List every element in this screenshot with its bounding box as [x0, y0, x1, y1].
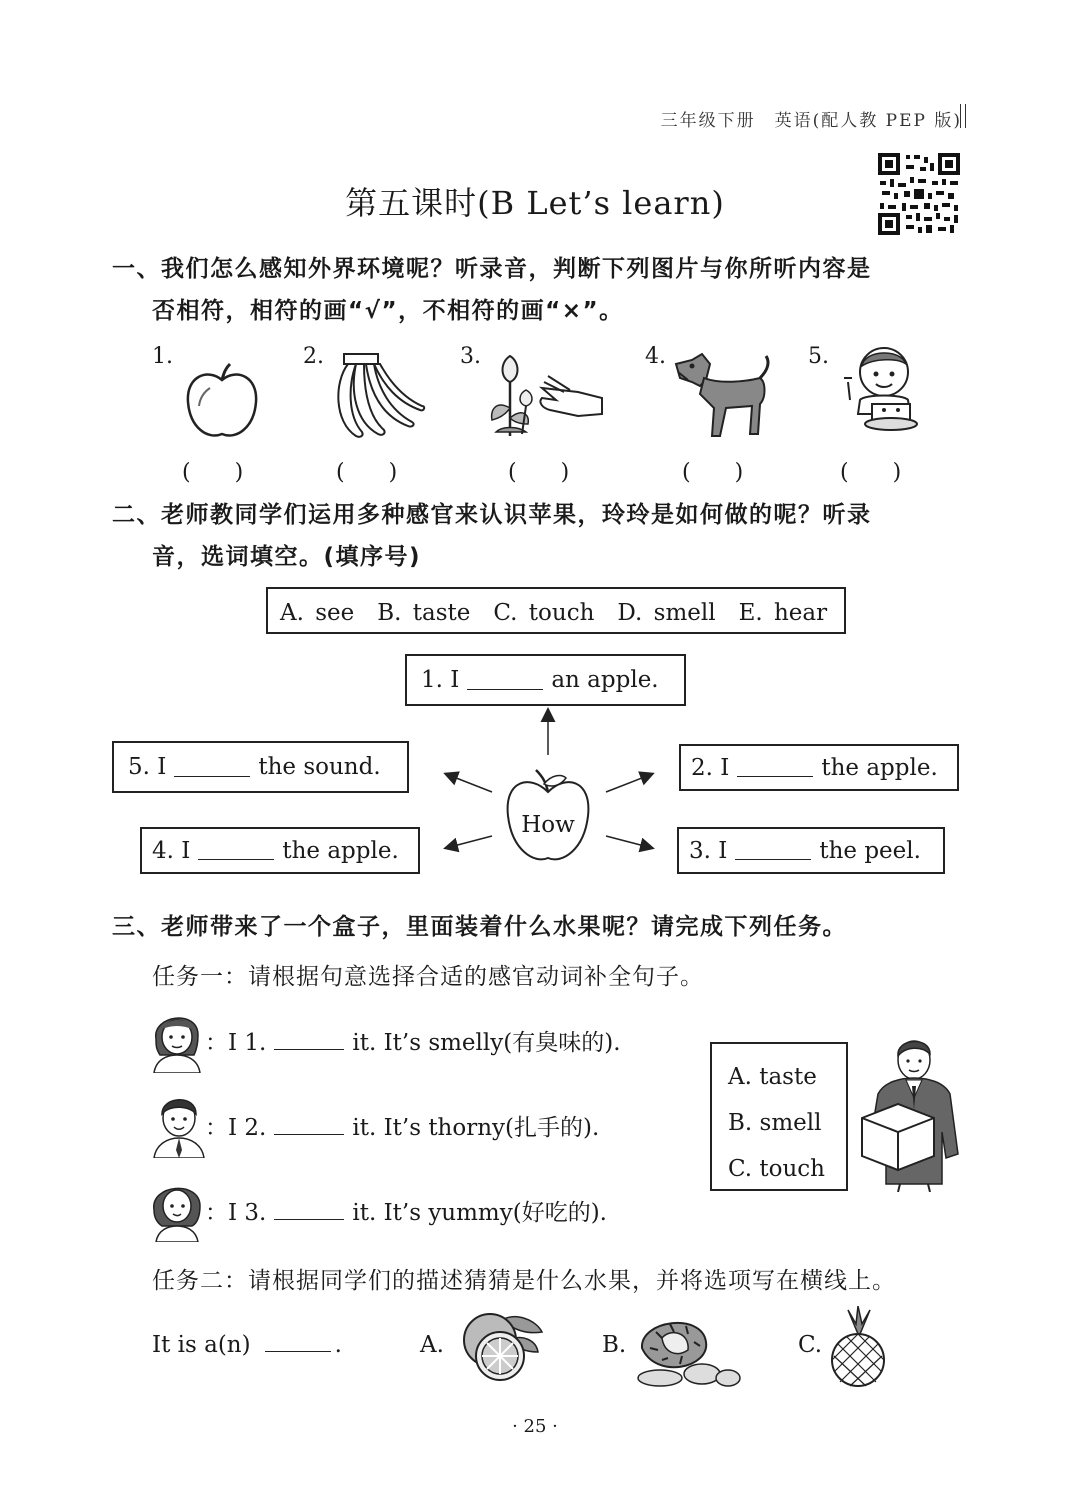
item3-number: 3.	[460, 344, 481, 369]
teacher-box-icon	[858, 1034, 962, 1192]
item3-answer[interactable]: ( )	[508, 460, 570, 485]
running-header: 三年级下册 英语(配人教 PEP 版)	[660, 111, 962, 131]
item1-number: 1.	[152, 344, 173, 369]
section1-line2: 否相符，相符的画“√”，不相符的画“×”。	[152, 298, 624, 324]
arrow-left-down	[446, 836, 492, 848]
item5-number: 5.	[808, 344, 829, 369]
sentence2-box	[679, 744, 959, 791]
sentence4-end: the apple.	[282, 837, 399, 864]
verb-option-c: C. touch	[728, 1156, 825, 1182]
item2-number: 2.	[303, 344, 324, 369]
fruit-option-a-label: A.	[420, 1332, 444, 1358]
sentence4-box	[140, 827, 420, 874]
sentence1-box	[405, 654, 686, 706]
girl-avatar-2-icon	[150, 1174, 204, 1242]
guess-sentence	[152, 1332, 342, 1358]
section3-heading	[112, 906, 847, 948]
sentence5-start: 5. I	[128, 754, 167, 780]
section2-line1: 二、老师教同学们运用多种感官来认识苹果，玲玲是如何做的呢？听录	[112, 502, 872, 528]
sentence1-start: 1. I	[421, 667, 460, 693]
page-number: · 25 ·	[512, 1416, 558, 1437]
task1-s3-end: it. It’s yummy(好吃的).	[352, 1200, 607, 1226]
boy-cake-icon	[840, 344, 924, 436]
sentence3-box	[677, 827, 945, 874]
fruit-option-b-label: B.	[602, 1332, 627, 1358]
sentence1-blank[interactable]	[467, 671, 543, 690]
arrow-left-up	[446, 774, 492, 792]
durian-icon	[632, 1308, 742, 1388]
section1-line1: 一、我们怎么感知外界环境呢？听录音，判断下列图片与你所听内容是	[112, 256, 872, 282]
header-bar	[960, 104, 966, 128]
sentence4-blank[interactable]	[198, 841, 274, 860]
task1-s3-blank[interactable]	[274, 1201, 344, 1220]
bananas-icon	[326, 352, 426, 440]
arrow-right-up	[606, 774, 652, 792]
sentence2-blank[interactable]	[737, 758, 813, 777]
arrow-right-down	[606, 836, 652, 848]
center-how-label: How	[521, 812, 575, 838]
guess-start: It is a(n)	[152, 1332, 251, 1358]
task1-s1-start: ：I 1.	[205, 1030, 267, 1056]
sentence3-end: the peel.	[819, 837, 921, 864]
section1-heading	[112, 248, 872, 332]
sentence3-start: 3. I	[689, 837, 728, 864]
guess-period: .	[334, 1332, 342, 1358]
task1-sentence3	[205, 1194, 607, 1227]
task1-s3-start: ：I 3.	[205, 1200, 267, 1226]
girl-avatar-icon	[150, 1005, 204, 1073]
task1-instruction: 任务一：请根据句意选择合适的感官动词补全句子。	[152, 964, 704, 990]
lesson-title: 第五课时(B Let’s learn)	[345, 184, 725, 222]
pineapple-icon	[826, 1306, 890, 1388]
sentence2-end: the apple.	[821, 754, 938, 781]
sentence3-blank[interactable]	[735, 841, 811, 860]
guess-blank[interactable]	[265, 1333, 331, 1352]
task1-sentence2	[205, 1109, 599, 1142]
item4-number: 4.	[645, 344, 666, 369]
word-options-box	[266, 587, 846, 634]
word-options: A. see B. taste C. touch D. smell E. hear	[280, 600, 828, 626]
task1-s2-start: ：I 2.	[205, 1115, 267, 1141]
task1-s1-blank[interactable]	[274, 1031, 344, 1050]
task1-s1-end: it. It’s smelly(有臭味的).	[352, 1030, 621, 1056]
item4-answer[interactable]: ( )	[682, 460, 744, 485]
section2-heading	[112, 494, 872, 578]
task1-s2-blank[interactable]	[274, 1116, 344, 1135]
task1-s2-end: it. It’s thorny(扎手的).	[352, 1115, 600, 1141]
apple-icon	[180, 362, 264, 444]
section3-line: 三、老师带来了一个盒子，里面装着什么水果呢？请完成下列任务。	[112, 914, 847, 940]
verb-option-b: B. smell	[728, 1110, 822, 1136]
verb-option-a: A. taste	[728, 1064, 817, 1090]
sentence2-start: 2. I	[691, 754, 730, 781]
fruit-option-c-label: C.	[798, 1332, 823, 1358]
sentence1-end: an apple.	[551, 667, 659, 693]
sentence5-blank[interactable]	[174, 758, 250, 777]
orange-icon	[450, 1310, 546, 1384]
dog-icon	[670, 350, 776, 442]
task1-sentence1	[205, 1024, 621, 1057]
sentence4-start: 4. I	[152, 837, 191, 864]
boy-avatar-icon	[152, 1090, 206, 1158]
flower-hand-icon	[486, 348, 608, 440]
item1-answer[interactable]: ( )	[182, 460, 244, 485]
section2-line2: 音，选词填空。(填序号)	[152, 544, 422, 570]
arrows-diagram	[430, 700, 680, 870]
task2-instruction: 任务二：请根据同学们的描述猜猜是什么水果，并将选项写在横线上。	[152, 1268, 896, 1294]
verb-options-box	[710, 1042, 848, 1191]
sentence5-box	[112, 741, 409, 793]
sentence5-end: the sound.	[258, 754, 381, 780]
item5-answer[interactable]: ( )	[840, 460, 902, 485]
item2-answer[interactable]: ( )	[336, 460, 398, 485]
